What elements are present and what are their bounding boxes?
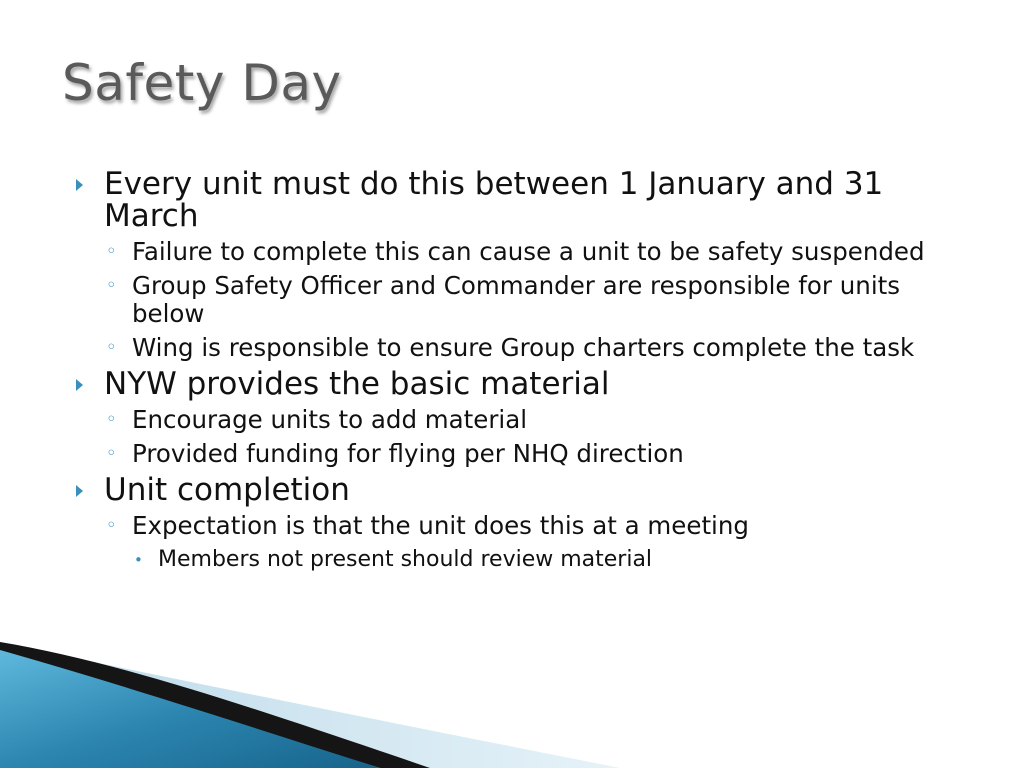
bullet-text: Expectation is that the unit does this at a meeting [132, 511, 749, 540]
circle-bullet-icon: ◦ [106, 409, 117, 430]
bullet-level2 [72, 406, 972, 434]
triangle-bullet-icon [76, 379, 83, 391]
swoosh-dark-band [0, 642, 430, 768]
bullet-level2 [72, 440, 972, 468]
bullet-text: Every unit must do this between 1 January and 31 March [104, 166, 884, 234]
bullet-level1 [72, 474, 972, 506]
bullet-level2 [72, 512, 972, 540]
bullet-text: Members not present should review material [158, 547, 653, 572]
circle-bullet-icon: ◦ [106, 241, 117, 262]
circle-bullet-icon: ◦ [106, 515, 117, 536]
swoosh-light-band [60, 655, 620, 768]
bullet-text: Unit completion [104, 472, 350, 508]
bullet-level1 [72, 368, 972, 400]
bullet-level2 [72, 272, 972, 328]
bullet-level2 [72, 238, 972, 266]
bullet-text: Provided funding for flying per NHQ direction [132, 439, 684, 468]
bullet-text: Encourage units to add material [132, 405, 528, 434]
bullet-text: Group Safety Officer and Commander are responsible for units below [132, 271, 900, 328]
bullet-level1 [72, 168, 972, 232]
bullet-list [72, 168, 972, 580]
bullet-level2 [72, 334, 972, 362]
circle-bullet-icon: ◦ [106, 275, 117, 296]
dot-bullet-icon: • [134, 551, 143, 569]
bullet-level3 [72, 546, 972, 574]
bullet-text: Wing is responsible to ensure Group charters complete the task [132, 333, 915, 362]
slide-title: Safety Day [62, 54, 342, 112]
bullet-text: NYW provides the basic material [104, 366, 610, 402]
swoosh-blue-band [0, 650, 380, 768]
circle-bullet-icon: ◦ [106, 443, 117, 464]
bullet-text: Failure to complete this can cause a unit to be safety suspended [132, 237, 925, 266]
triangle-bullet-icon [76, 179, 83, 191]
circle-bullet-icon: ◦ [106, 337, 117, 358]
triangle-bullet-icon [76, 485, 83, 497]
